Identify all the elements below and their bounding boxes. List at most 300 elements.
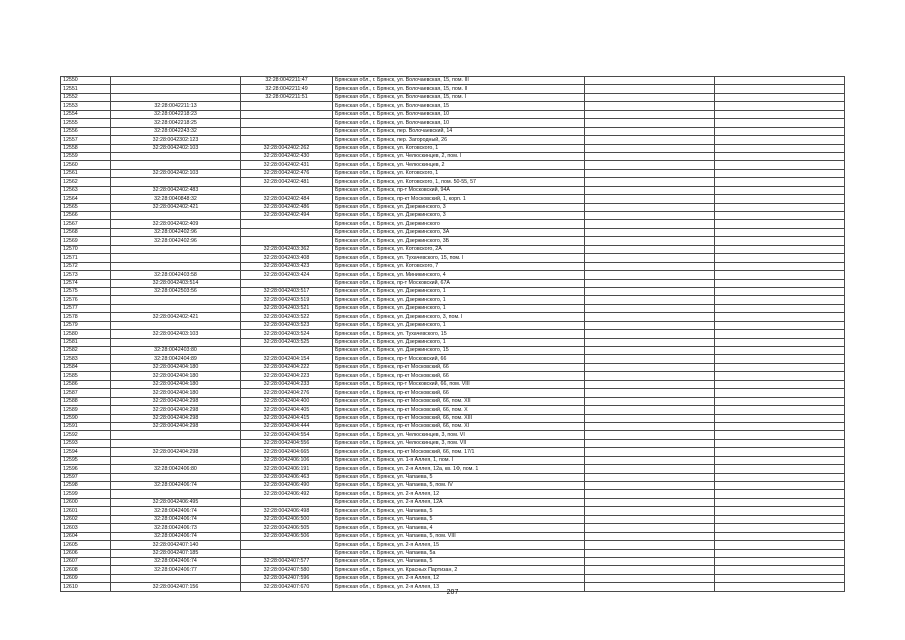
address-cell: Брянская обл., г. Брянск, ул. Волочаевская, 10 xyxy=(333,110,585,118)
row-number-cell: 12578 xyxy=(61,313,111,321)
table-row xyxy=(61,161,845,169)
object-cadastral-number-cell: 32:28:0042403:523 xyxy=(241,321,333,329)
table-row xyxy=(61,85,845,93)
empty-cell xyxy=(715,566,845,574)
row-number-cell: 12565 xyxy=(61,203,111,211)
row-number-cell: 12553 xyxy=(61,102,111,110)
empty-cell xyxy=(715,195,845,203)
object-cadastral-number-cell: 32:28:0042211:49 xyxy=(241,85,333,93)
empty-cell xyxy=(715,144,845,152)
row-number-cell: 12608 xyxy=(61,566,111,574)
object-cadastral-number-cell: 32:28:0042407:580 xyxy=(241,566,333,574)
table-row xyxy=(61,515,845,523)
empty-cell xyxy=(715,456,845,464)
parcel-cadastral-number-cell: 32:28:0042406:74 xyxy=(111,507,241,515)
parcel-cadastral-number-cell xyxy=(111,304,241,312)
row-number-cell: 12571 xyxy=(61,254,111,262)
empty-cell xyxy=(585,566,715,574)
empty-cell xyxy=(585,431,715,439)
address-cell: Брянская обл., г. Брянск, пр-кт Московский, 66 xyxy=(333,363,585,371)
empty-cell xyxy=(715,287,845,295)
parcel-cadastral-number-cell: 32:28:0042406:495 xyxy=(111,498,241,506)
object-cadastral-number-cell: 32:28:0042404:444 xyxy=(241,422,333,430)
empty-cell xyxy=(715,279,845,287)
table-row xyxy=(61,448,845,456)
empty-cell xyxy=(585,473,715,481)
row-number-cell: 12599 xyxy=(61,490,111,498)
empty-cell xyxy=(585,304,715,312)
empty-cell xyxy=(585,532,715,540)
object-cadastral-number-cell: 32:28:0042404:233 xyxy=(241,380,333,388)
row-number-cell: 12574 xyxy=(61,279,111,287)
address-cell: Брянская обл., г. Брянск, ул. Чапаева, 5 xyxy=(333,473,585,481)
table-row xyxy=(61,380,845,388)
table-row xyxy=(61,541,845,549)
empty-cell xyxy=(715,549,845,557)
table-row xyxy=(61,127,845,135)
empty-cell xyxy=(585,262,715,270)
empty-cell xyxy=(715,136,845,144)
empty-cell xyxy=(585,422,715,430)
address-cell: Брянская обл., г. Брянск, пр-т Московский, 66, пом. VIII xyxy=(333,380,585,388)
parcel-cadastral-number-cell: 32:28:0042403:80 xyxy=(111,347,241,355)
address-cell: Брянская обл., г. Брянск, ул. Дзержинского, 1 xyxy=(333,321,585,329)
address-cell: Брянская обл., г. Брянск, пр-кт Московский, 66, пом. XI xyxy=(333,422,585,430)
table-row xyxy=(61,237,845,245)
table-row xyxy=(61,144,845,152)
table-row xyxy=(61,119,845,127)
address-cell: Брянская обл., г. Брянск, ул. Волочаевская, 15, пом. I xyxy=(333,93,585,101)
parcel-cadastral-number-cell: 32:28:0042402:96 xyxy=(111,228,241,236)
empty-cell xyxy=(715,262,845,270)
empty-cell xyxy=(585,330,715,338)
empty-cell xyxy=(715,212,845,220)
row-number-cell: 12594 xyxy=(61,448,111,456)
address-cell: Брянская обл., г. Брянск, ул. Котовского, 1 xyxy=(333,169,585,177)
address-cell: Брянская обл., г. Брянск, ул. Дзержинского, 1 xyxy=(333,304,585,312)
table-row xyxy=(61,304,845,312)
object-cadastral-number-cell: 32:28:0042404:556 xyxy=(241,439,333,447)
parcel-cadastral-number-cell: 32:28:0042404:180 xyxy=(111,380,241,388)
empty-cell xyxy=(715,355,845,363)
table-row xyxy=(61,566,845,574)
table-row xyxy=(61,136,845,144)
empty-cell xyxy=(585,152,715,160)
empty-cell xyxy=(585,85,715,93)
empty-cell xyxy=(585,380,715,388)
empty-cell xyxy=(715,169,845,177)
table-row xyxy=(61,557,845,565)
empty-cell xyxy=(715,389,845,397)
empty-cell xyxy=(585,448,715,456)
address-cell: Брянская обл., г. Брянск, ул. Тухачевского, 15, пом. I xyxy=(333,254,585,262)
parcel-cadastral-number-cell xyxy=(111,85,241,93)
row-number-cell: 12600 xyxy=(61,498,111,506)
empty-cell xyxy=(715,557,845,565)
parcel-cadastral-number-cell: 32:28:0042402:409 xyxy=(111,220,241,228)
object-cadastral-number-cell xyxy=(241,186,333,194)
empty-cell xyxy=(715,93,845,101)
parcel-cadastral-number-cell: 32:28:0042211:13 xyxy=(111,102,241,110)
object-cadastral-number-cell: 32:28:0042407:670 xyxy=(241,583,333,591)
empty-cell xyxy=(715,541,845,549)
address-cell: Брянская обл., г. Брянск, ул. Дзержинского, 1 xyxy=(333,338,585,346)
table-row xyxy=(61,490,845,498)
empty-cell xyxy=(585,186,715,194)
parcel-cadastral-number-cell xyxy=(111,245,241,253)
empty-cell xyxy=(715,313,845,321)
table-row xyxy=(61,186,845,194)
row-number-cell: 12576 xyxy=(61,296,111,304)
empty-cell xyxy=(585,102,715,110)
object-cadastral-number-cell: 32:28:0042403:524 xyxy=(241,330,333,338)
empty-cell xyxy=(715,85,845,93)
empty-cell xyxy=(715,77,845,85)
row-number-cell: 12577 xyxy=(61,304,111,312)
parcel-cadastral-number-cell: 32:28:0042402:96 xyxy=(111,237,241,245)
parcel-cadastral-number-cell: 32:28:0042302:123 xyxy=(111,136,241,144)
table-row xyxy=(61,321,845,329)
object-cadastral-number-cell: 32:28:0042404:223 xyxy=(241,372,333,380)
parcel-cadastral-number-cell: 32:28:0042404:180 xyxy=(111,372,241,380)
address-cell: Брянская обл., г. Брянск, ул. Дзержинского, 3 xyxy=(333,203,585,211)
parcel-cadastral-number-cell: 32:28:0042404:180 xyxy=(111,389,241,397)
empty-cell xyxy=(585,212,715,220)
table-row xyxy=(61,422,845,430)
empty-cell xyxy=(585,321,715,329)
parcel-cadastral-number-cell: 32:28:0042406:73 xyxy=(111,524,241,532)
parcel-cadastral-number-cell: 32:28:0042406:74 xyxy=(111,515,241,523)
empty-cell xyxy=(585,557,715,565)
parcel-cadastral-number-cell: 32:28:0042404:298 xyxy=(111,414,241,422)
address-cell: Брянская обл., г. Брянск, пр-кт Московский, 66 xyxy=(333,389,585,397)
row-number-cell: 12566 xyxy=(61,212,111,220)
row-number-cell: 12604 xyxy=(61,532,111,540)
object-cadastral-number-cell: 32:28:0042406:506 xyxy=(241,532,333,540)
object-cadastral-number-cell: 32:28:0042404:154 xyxy=(241,355,333,363)
table-row xyxy=(61,507,845,515)
object-cadastral-number-cell: 32:28:0042406:463 xyxy=(241,473,333,481)
address-cell: Брянская обл., г. Брянск, ул. Чапаева, 5, пом. VIII xyxy=(333,532,585,540)
empty-cell xyxy=(715,490,845,498)
address-cell: Брянская обл., г. Брянск, ул. 2-я Аллея, 12 xyxy=(333,574,585,582)
row-number-cell: 12562 xyxy=(61,178,111,186)
row-number-cell: 12561 xyxy=(61,169,111,177)
empty-cell xyxy=(715,186,845,194)
empty-cell xyxy=(715,254,845,262)
table-row xyxy=(61,338,845,346)
address-cell: Брянская обл., г. Брянск, ул. 1-я Аллея, 1, пом. I xyxy=(333,456,585,464)
parcel-cadastral-number-cell xyxy=(111,431,241,439)
empty-cell xyxy=(715,127,845,135)
empty-cell xyxy=(585,119,715,127)
parcel-cadastral-number-cell: 32:28:0042403:58 xyxy=(111,271,241,279)
row-number-cell: 12552 xyxy=(61,93,111,101)
object-cadastral-number-cell: 32:28:0042403:521 xyxy=(241,304,333,312)
parcel-cadastral-number-cell xyxy=(111,262,241,270)
object-cadastral-number-cell: 32:28:0042406:106 xyxy=(241,456,333,464)
table-row xyxy=(61,431,845,439)
object-cadastral-number-cell xyxy=(241,220,333,228)
row-number-cell: 12550 xyxy=(61,77,111,85)
address-cell: Брянская обл., г. Брянск, ул. 2-я Аллея, 12 xyxy=(333,490,585,498)
parcel-cadastral-number-cell: 32:28:0042218:25 xyxy=(111,119,241,127)
empty-cell xyxy=(585,507,715,515)
address-cell: Брянская обл., г. Брянск, ул. Котовского, 2А xyxy=(333,245,585,253)
parcel-cadastral-number-cell: 32:28:0042404:298 xyxy=(111,422,241,430)
row-number-cell: 12575 xyxy=(61,287,111,295)
parcel-cadastral-number-cell: 32:28:0042404:298 xyxy=(111,448,241,456)
object-cadastral-number-cell xyxy=(241,549,333,557)
object-cadastral-number-cell: 32:28:0042406:490 xyxy=(241,482,333,490)
row-number-cell: 12564 xyxy=(61,195,111,203)
row-number-cell: 12602 xyxy=(61,515,111,523)
address-cell: Брянская обл., г. Брянск, ул. Волочаевская, 15, пом. III xyxy=(333,77,585,85)
parcel-cadastral-number-cell: 32:28:0042407:140 xyxy=(111,541,241,549)
object-cadastral-number-cell: 32:28:0042406:500 xyxy=(241,515,333,523)
empty-cell xyxy=(585,372,715,380)
registry-table-body xyxy=(61,77,845,592)
row-number-cell: 12586 xyxy=(61,380,111,388)
empty-cell xyxy=(715,245,845,253)
empty-cell xyxy=(585,439,715,447)
object-cadastral-number-cell: 32:28:0042403:423 xyxy=(241,262,333,270)
table-row xyxy=(61,152,845,160)
object-cadastral-number-cell: 32:28:0042404:276 xyxy=(241,389,333,397)
address-cell: Брянская обл., г. Брянск, пр-кт Московский, 1, корп. 1 xyxy=(333,195,585,203)
parcel-cadastral-number-cell xyxy=(111,93,241,101)
row-number-cell: 12568 xyxy=(61,228,111,236)
empty-cell xyxy=(585,515,715,523)
row-number-cell: 12589 xyxy=(61,406,111,414)
empty-cell xyxy=(715,110,845,118)
parcel-cadastral-number-cell xyxy=(111,161,241,169)
address-cell: Брянская обл., г. Брянск, пр-т Московский, 94А xyxy=(333,186,585,194)
empty-cell xyxy=(715,482,845,490)
row-number-cell: 12588 xyxy=(61,397,111,405)
table-row xyxy=(61,110,845,118)
empty-cell xyxy=(715,347,845,355)
page-number: 207 xyxy=(446,589,459,596)
empty-cell xyxy=(585,77,715,85)
object-cadastral-number-cell: 32:28:0042404:415 xyxy=(241,414,333,422)
table-row xyxy=(61,220,845,228)
row-number-cell: 12563 xyxy=(61,186,111,194)
parcel-cadastral-number-cell xyxy=(111,321,241,329)
empty-cell xyxy=(585,363,715,371)
address-cell: Брянская обл., г. Брянск, ул. Чапаева, 5 xyxy=(333,515,585,523)
empty-cell xyxy=(585,498,715,506)
empty-cell xyxy=(715,119,845,127)
address-cell: Брянская обл., г. Брянск, ул. Дзержинского, 3 xyxy=(333,212,585,220)
address-cell: Брянская обл., г. Брянск, пр-т Московский, 67А xyxy=(333,279,585,287)
object-cadastral-number-cell xyxy=(241,228,333,236)
object-cadastral-number-cell: 32:28:0042402:476 xyxy=(241,169,333,177)
address-cell: Брянская обл., г. Брянск, ул. Миникинского, 4 xyxy=(333,271,585,279)
object-cadastral-number-cell: 32:28:0042407:596 xyxy=(241,574,333,582)
row-number-cell: 12601 xyxy=(61,507,111,515)
object-cadastral-number-cell xyxy=(241,237,333,245)
empty-cell xyxy=(715,397,845,405)
parcel-cadastral-number-cell: 32:28:0042218:23 xyxy=(111,110,241,118)
empty-cell xyxy=(585,549,715,557)
address-cell: Брянская обл., г. Брянск, ул. Красных Партизан, 2 xyxy=(333,566,585,574)
object-cadastral-number-cell: 32:28:0042402:431 xyxy=(241,161,333,169)
empty-cell xyxy=(585,203,715,211)
parcel-cadastral-number-cell: 32:28:0042402:103 xyxy=(111,169,241,177)
table-row xyxy=(61,178,845,186)
object-cadastral-number-cell xyxy=(241,102,333,110)
empty-cell xyxy=(715,178,845,186)
empty-cell xyxy=(585,220,715,228)
object-cadastral-number-cell: 32:28:0042404:665 xyxy=(241,448,333,456)
parcel-cadastral-number-cell: 32:28:0042402:421 xyxy=(111,203,241,211)
table-row xyxy=(61,279,845,287)
table-row xyxy=(61,439,845,447)
object-cadastral-number-cell: 32:28:0042404:554 xyxy=(241,431,333,439)
object-cadastral-number-cell: 32:28:0042403:362 xyxy=(241,245,333,253)
parcel-cadastral-number-cell: 32:28:0042402:421 xyxy=(111,313,241,321)
address-cell: Брянская обл., г. Брянск, ул. Волочаевская, 10 xyxy=(333,119,585,127)
empty-cell xyxy=(585,406,715,414)
address-cell: Брянская обл., г. Брянск, ул. Дзержинского, 3Б xyxy=(333,237,585,245)
table-row xyxy=(61,245,845,253)
row-number-cell: 12555 xyxy=(61,119,111,127)
object-cadastral-number-cell: 32:28:0042403:408 xyxy=(241,254,333,262)
empty-cell xyxy=(585,397,715,405)
object-cadastral-number-cell: 32:28:0042402:430 xyxy=(241,152,333,160)
table-row xyxy=(61,102,845,110)
object-cadastral-number-cell: 32:28:0042402:494 xyxy=(241,212,333,220)
row-number-cell: 12582 xyxy=(61,347,111,355)
address-cell: Брянская обл., г. Брянск, ул. Чапаева, 5 xyxy=(333,557,585,565)
address-cell: Брянская обл., г. Брянск, ул. 2-я Аллея, 15 xyxy=(333,541,585,549)
table-row xyxy=(61,532,845,540)
empty-cell xyxy=(715,338,845,346)
parcel-cadastral-number-cell: 32:28:0042406:77 xyxy=(111,566,241,574)
registry-sheet xyxy=(60,76,844,592)
row-number-cell: 12557 xyxy=(61,136,111,144)
address-cell: Брянская обл., г. Брянск, ул. Дзержинского, 15 xyxy=(333,347,585,355)
object-cadastral-number-cell: 32:28:0042402:486 xyxy=(241,203,333,211)
object-cadastral-number-cell: 32:28:0042406:505 xyxy=(241,524,333,532)
table-row xyxy=(61,397,845,405)
object-cadastral-number-cell: 32:28:0042407:577 xyxy=(241,557,333,565)
empty-cell xyxy=(715,465,845,473)
table-row xyxy=(61,473,845,481)
table-row xyxy=(61,363,845,371)
parcel-cadastral-number-cell xyxy=(111,178,241,186)
parcel-cadastral-number-cell xyxy=(111,152,241,160)
parcel-cadastral-number-cell: 32:28:0042407:156 xyxy=(111,583,241,591)
parcel-cadastral-number-cell: 32:28:0042403:514 xyxy=(111,279,241,287)
empty-cell xyxy=(715,271,845,279)
empty-cell xyxy=(715,321,845,329)
parcel-cadastral-number-cell: 32:28:0042404:180 xyxy=(111,363,241,371)
row-number-cell: 12581 xyxy=(61,338,111,346)
empty-cell xyxy=(585,254,715,262)
empty-cell xyxy=(585,271,715,279)
address-cell: Брянская обл., г. Брянск, ул. Дзержинского, 3, пом. I xyxy=(333,313,585,321)
parcel-cadastral-number-cell xyxy=(111,77,241,85)
object-cadastral-number-cell: 32:28:0042404:405 xyxy=(241,406,333,414)
table-row xyxy=(61,271,845,279)
row-number-cell: 12603 xyxy=(61,524,111,532)
empty-cell xyxy=(585,161,715,169)
empty-cell xyxy=(585,574,715,582)
address-cell: Брянская обл., г. Брянск, пер. Загородный, 26 xyxy=(333,136,585,144)
address-cell: Брянская обл., г. Брянск, ул. 2-я Аллея, 12А xyxy=(333,498,585,506)
parcel-cadastral-number-cell xyxy=(111,254,241,262)
row-number-cell: 12554 xyxy=(61,110,111,118)
parcel-cadastral-number-cell: 32:28:0042407:185 xyxy=(111,549,241,557)
parcel-cadastral-number-cell: 32:28:0042406:74 xyxy=(111,557,241,565)
address-cell: Брянская обл., г. Брянск, ул. Волочаевская, 15 xyxy=(333,102,585,110)
table-row xyxy=(61,414,845,422)
empty-cell xyxy=(585,144,715,152)
table-row xyxy=(61,93,845,101)
address-cell: Брянская обл., г. Брянск, пр-кт Московский, 66, пом. XIII xyxy=(333,414,585,422)
address-cell: Брянская обл., г. Брянск, ул. Котовского, 7 xyxy=(333,262,585,270)
row-number-cell: 12610 xyxy=(61,583,111,591)
address-cell: Брянская обл., г. Брянск, ул. Котовского, 1, пом. 50-55, 57 xyxy=(333,178,585,186)
empty-cell xyxy=(715,330,845,338)
parcel-cadastral-number-cell xyxy=(111,574,241,582)
row-number-cell: 12607 xyxy=(61,557,111,565)
table-row xyxy=(61,313,845,321)
empty-cell xyxy=(715,574,845,582)
empty-cell xyxy=(585,279,715,287)
empty-cell xyxy=(715,203,845,211)
empty-cell xyxy=(715,524,845,532)
row-number-cell: 12605 xyxy=(61,541,111,549)
object-cadastral-number-cell: 32:28:0042403:522 xyxy=(241,313,333,321)
object-cadastral-number-cell: 32:28:0042403:517 xyxy=(241,287,333,295)
object-cadastral-number-cell: 32:28:0042406:492 xyxy=(241,490,333,498)
address-cell: Брянская обл., г. Брянск, ул. Волочаевская, 15, пом. II xyxy=(333,85,585,93)
object-cadastral-number-cell xyxy=(241,127,333,135)
empty-cell xyxy=(585,490,715,498)
empty-cell xyxy=(715,507,845,515)
empty-cell xyxy=(585,313,715,321)
table-row xyxy=(61,169,845,177)
empty-cell xyxy=(585,228,715,236)
row-number-cell: 12580 xyxy=(61,330,111,338)
address-cell: Брянская обл., г. Брянск, пр-кт Московский, 66, пом. X xyxy=(333,406,585,414)
empty-cell xyxy=(585,237,715,245)
row-number-cell: 12609 xyxy=(61,574,111,582)
address-cell: Брянская обл., г. Брянск, ул. Чапаева, 5 xyxy=(333,507,585,515)
parcel-cadastral-number-cell xyxy=(111,473,241,481)
empty-cell xyxy=(585,93,715,101)
empty-cell xyxy=(585,195,715,203)
object-cadastral-number-cell xyxy=(241,279,333,287)
table-row xyxy=(61,228,845,236)
empty-cell xyxy=(585,541,715,549)
address-cell: Брянская обл., г. Брянск, ул. Чапаева, 4 xyxy=(333,524,585,532)
address-cell: Брянская обл., г. Брянск, пр-т Московский, 66 xyxy=(333,355,585,363)
parcel-cadastral-number-cell: 32:28:0042406:74 xyxy=(111,482,241,490)
empty-cell xyxy=(585,110,715,118)
address-cell: Брянская обл., г. Брянск, ул. 2-я Аллея, 13 xyxy=(333,583,585,591)
parcel-cadastral-number-cell xyxy=(111,439,241,447)
parcel-cadastral-number-cell: 32:28:0042406:80 xyxy=(111,465,241,473)
row-number-cell: 12591 xyxy=(61,422,111,430)
empty-cell xyxy=(715,448,845,456)
table-row xyxy=(61,465,845,473)
row-number-cell: 12592 xyxy=(61,431,111,439)
empty-cell xyxy=(715,406,845,414)
